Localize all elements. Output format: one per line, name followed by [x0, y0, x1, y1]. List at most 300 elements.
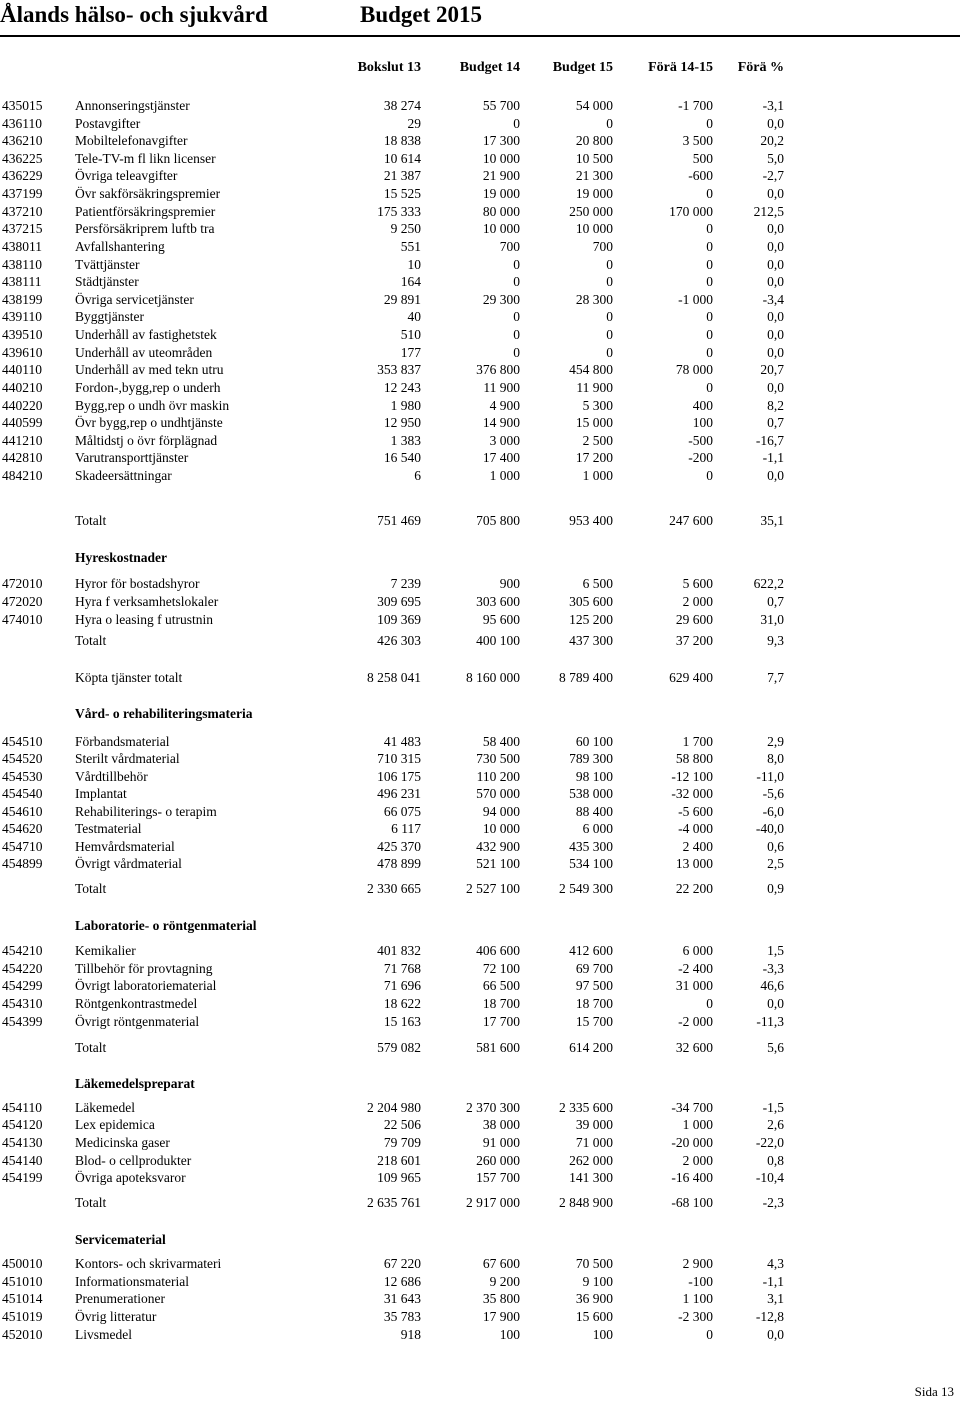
cell-code: 472010: [2, 576, 43, 591]
table-row: [0, 977, 960, 995]
cell-name: Röntgenkontrastmedel: [75, 996, 198, 1011]
cell-b14: 55 700: [482, 98, 520, 113]
total-row: [0, 1194, 960, 1212]
cell-b13: 164: [400, 274, 421, 289]
cell-fpct: -3,3: [762, 961, 784, 976]
cell-b14: 17 300: [482, 133, 520, 148]
cell-f1415: 0: [706, 116, 713, 131]
cell-b13: 2 330 665: [367, 881, 421, 896]
cell-code: 454220: [2, 961, 43, 976]
cell-fpct: 46,6: [760, 978, 784, 993]
table-row: [0, 291, 960, 309]
table-row: [0, 785, 960, 803]
cell-b15: 54 000: [575, 98, 613, 113]
cell-b15: 1 000: [582, 468, 613, 483]
cell-fpct: -40,0: [755, 821, 784, 836]
cell-b15: 0: [606, 116, 613, 131]
cell-fpct: -3,1: [762, 98, 784, 113]
cell-name: Övr sakförsäkringspremier: [75, 186, 221, 201]
cell-fpct: 20,7: [760, 362, 784, 377]
cell-fpct: 0,0: [767, 996, 784, 1011]
cell-b13: 496 231: [377, 786, 421, 801]
page-number: Sida 13: [914, 1384, 954, 1399]
cell-fpct: 0,7: [767, 415, 784, 430]
cell-b13: 109 965: [377, 1170, 421, 1185]
table-row: [0, 397, 960, 415]
cell-b15: 15 700: [575, 1014, 613, 1029]
cell-f1415: 22 200: [675, 881, 713, 896]
cell-code: 436225: [2, 151, 43, 166]
table-row: [0, 1099, 960, 1117]
cell-b14: 17 900: [482, 1309, 520, 1324]
cell-name: Varutransporttjänster: [75, 450, 189, 465]
cell-f1415: -20 000: [671, 1135, 713, 1150]
table-row: [0, 750, 960, 768]
cell-fpct: 0,0: [767, 116, 784, 131]
cell-fpct: 5,6: [767, 1040, 784, 1055]
cell-code: 435015: [2, 98, 43, 113]
cell-b15: 789 300: [569, 751, 613, 766]
cell-b15: 97 500: [575, 978, 613, 993]
cell-f1415: 0: [706, 257, 713, 272]
cell-b15: 250 000: [569, 204, 613, 219]
cell-f1415: 2 900: [682, 1256, 713, 1271]
cell-b15: 10 500: [575, 151, 613, 166]
cell-name: Övrigt vårdmaterial: [75, 856, 182, 871]
cell-b13: 579 082: [377, 1040, 421, 1055]
cell-fpct: -22,0: [755, 1135, 784, 1150]
cell-b13: 177: [400, 345, 421, 360]
cell-b13: 1 980: [390, 398, 421, 413]
cell-f1415: 0: [706, 327, 713, 342]
cell-name: Tvättjänster: [75, 257, 140, 272]
cell-b14: 35 800: [482, 1291, 520, 1306]
cell-code: 440599: [2, 415, 43, 430]
table-row: [0, 733, 960, 751]
cell-f1415: 0: [706, 186, 713, 201]
cell-fpct: 31,0: [760, 612, 784, 627]
cell-b15: 2 335 600: [559, 1100, 613, 1115]
cell-f1415: 2 000: [682, 1153, 713, 1168]
cell-f1415: 500: [692, 151, 713, 166]
cell-code: 484210: [2, 468, 43, 483]
cell-b14: 29 300: [482, 292, 520, 307]
cell-code: 437210: [2, 204, 43, 219]
cell-b13: 22 506: [383, 1117, 421, 1132]
cell-f1415: 13 000: [675, 856, 713, 871]
cell-fpct: 0,6: [767, 839, 784, 854]
cell-name: Postavgifter: [75, 116, 141, 131]
table-row: [0, 115, 960, 133]
cell-b13: 218 601: [377, 1153, 421, 1168]
table-row: [0, 449, 960, 467]
cell-fpct: 7,7: [767, 670, 784, 685]
cell-code: 440110: [2, 362, 42, 377]
cell-b15: 19 000: [575, 186, 613, 201]
table-row: [0, 1134, 960, 1152]
cell-b14: 2 527 100: [466, 881, 520, 896]
cell-code: 451010: [2, 1274, 43, 1289]
cell-b15: 6 500: [582, 576, 613, 591]
cell-name: Måltidstj o övr förplägnad: [75, 433, 218, 448]
cell-b15: 71 000: [575, 1135, 613, 1150]
cell-code: 454610: [2, 804, 43, 819]
cell-b15: 21 300: [575, 168, 613, 183]
cell-b13: 8 258 041: [367, 670, 421, 685]
table-row: [0, 995, 960, 1013]
cell-b15: 11 900: [576, 380, 613, 395]
cell-name: Läkemedelspreparat: [75, 1076, 195, 1091]
cell-b15: 141 300: [569, 1170, 613, 1185]
cell-f1415: -2 000: [678, 1014, 713, 1029]
cell-name: Vård- o rehabiliteringsmateria: [75, 706, 253, 721]
cell-f1415: -1 000: [678, 292, 713, 307]
section-heading: [0, 549, 960, 567]
cell-f1415: -200: [688, 450, 713, 465]
cell-b14: 432 900: [476, 839, 520, 854]
cell-b13: 16 540: [383, 450, 421, 465]
cell-b14: 10 000: [482, 221, 520, 236]
cell-code: 454110: [2, 1100, 42, 1115]
cell-code: 451019: [2, 1309, 43, 1324]
cell-fpct: 0,0: [767, 309, 784, 324]
cell-b14: 17 700: [482, 1014, 520, 1029]
cell-b15: 15 600: [575, 1309, 613, 1324]
cell-code: 454199: [2, 1170, 43, 1185]
cell-name: Totalt: [75, 513, 107, 528]
cell-b15: 69 700: [575, 961, 613, 976]
cell-name: Övr bygg,rep o undhtjänste: [75, 415, 223, 430]
cell-b13: 18 838: [383, 133, 421, 148]
cell-b13: 551: [400, 239, 421, 254]
table-row: [0, 1255, 960, 1273]
cell-code: 440210: [2, 380, 43, 395]
cell-b13: 40: [407, 309, 421, 324]
cell-b13: 401 832: [377, 943, 421, 958]
cell-b13: 9 250: [390, 221, 421, 236]
cell-code: 472020: [2, 594, 43, 609]
cell-name: Hyra f verksamhetslokaler: [75, 594, 219, 609]
cell-b15: 614 200: [569, 1040, 613, 1055]
cell-fpct: 8,0: [767, 751, 784, 766]
cell-fpct: 35,1: [760, 513, 784, 528]
cell-name: Medicinska gaser: [75, 1135, 170, 1150]
cell-name: Persförsäkriprem luftb tra: [75, 221, 215, 236]
cell-name: Mobiltelefonavgifter: [75, 133, 188, 148]
cell-code: 454120: [2, 1117, 43, 1132]
cell-b15: 28 300: [575, 292, 613, 307]
column-header-bokslut-13: Bokslut 13: [357, 60, 421, 75]
cell-b13: 67 220: [383, 1256, 421, 1271]
cell-f1415: 6 000: [682, 943, 713, 958]
cell-b14: 58 400: [482, 734, 520, 749]
cell-b14: 400 100: [476, 633, 520, 648]
cell-b14: 66 500: [482, 978, 520, 993]
cell-name: Övrig litteratur: [75, 1309, 157, 1324]
cell-b15: 18 700: [575, 996, 613, 1011]
cell-b14: 91 000: [482, 1135, 520, 1150]
document-title: Ålands hälso- och sjukvård: [0, 2, 268, 27]
cell-code: 451014: [2, 1291, 43, 1306]
table-row: [0, 432, 960, 450]
table-row: [0, 238, 960, 256]
table-row: [0, 273, 960, 291]
table-row: [0, 132, 960, 150]
cell-f1415: -1 700: [678, 98, 713, 113]
cell-b14: 67 600: [482, 1256, 520, 1271]
cell-name: Totalt: [75, 633, 107, 648]
cell-code: 440220: [2, 398, 43, 413]
cell-b13: 2 204 980: [367, 1100, 421, 1115]
cell-f1415: 400: [692, 398, 713, 413]
table-row: [0, 1116, 960, 1134]
cell-b13: 71 768: [383, 961, 421, 976]
cell-name: Fordon-,bygg,rep o underh: [75, 380, 221, 395]
cell-b15: 6 000: [582, 821, 613, 836]
cell-f1415: 0: [706, 468, 713, 483]
cell-b15: 20 800: [575, 133, 613, 148]
cell-b13: 15 163: [383, 1014, 421, 1029]
cell-name: Skadeersättningar: [75, 468, 172, 483]
cell-fpct: 0,9: [767, 881, 784, 896]
cell-f1415: 1 700: [682, 734, 713, 749]
cell-name: Övriga servicetjänster: [75, 292, 194, 307]
cell-b13: 29: [407, 116, 421, 131]
cell-b14: 18 700: [482, 996, 520, 1011]
table-row: [0, 1326, 960, 1344]
cell-fpct: 622,2: [753, 576, 784, 591]
cell-f1415: 1 100: [682, 1291, 713, 1306]
cell-f1415: 0: [706, 380, 713, 395]
cell-b14: 110 200: [476, 769, 520, 784]
cell-b15: 2 500: [582, 433, 613, 448]
table-row: [0, 942, 960, 960]
total-row: [0, 512, 960, 530]
cell-fpct: 3,1: [767, 1291, 784, 1306]
table-row: [0, 593, 960, 611]
cell-fpct: 0,0: [767, 274, 784, 289]
cell-b14: 157 700: [476, 1170, 520, 1185]
cell-b13: 426 303: [377, 633, 421, 648]
cell-name: Byggtjänster: [75, 309, 144, 324]
cell-name: Laboratorie- o röntgenmaterial: [75, 918, 257, 933]
cell-fpct: -12,8: [755, 1309, 784, 1324]
cell-name: Totalt: [75, 881, 107, 896]
table-row: [0, 150, 960, 168]
cell-f1415: 1 000: [682, 1117, 713, 1132]
cell-b13: 106 175: [377, 769, 421, 784]
cell-fpct: 0,0: [767, 239, 784, 254]
cell-b13: 12 243: [383, 380, 421, 395]
cell-f1415: 0: [706, 345, 713, 360]
cell-name: Sterilt vårdmaterial: [75, 751, 180, 766]
cell-b13: 6 117: [391, 821, 421, 836]
cell-b15: 17 200: [575, 450, 613, 465]
cell-b15: 15 000: [575, 415, 613, 430]
cell-code: 439110: [2, 309, 42, 324]
cell-f1415: 2 000: [682, 594, 713, 609]
cell-b13: 66 075: [383, 804, 421, 819]
table-row: [0, 97, 960, 115]
cell-code: 436210: [2, 133, 43, 148]
cell-f1415: 29 600: [675, 612, 713, 627]
total-row: [0, 880, 960, 898]
cell-f1415: 2 400: [682, 839, 713, 854]
cell-code: 474010: [2, 612, 43, 627]
cell-fpct: -5,6: [762, 786, 784, 801]
cell-b15: 0: [606, 345, 613, 360]
cell-code: 438110: [2, 257, 42, 272]
cell-name: Hyror för bostadshyror: [75, 576, 200, 591]
cell-b14: 14 900: [482, 415, 520, 430]
cell-name: Förbandsmaterial: [75, 734, 170, 749]
cell-f1415: -100: [688, 1274, 713, 1289]
cell-b15: 70 500: [575, 1256, 613, 1271]
cell-name: Vårdtillbehör: [75, 769, 148, 784]
cell-b15: 88 400: [575, 804, 613, 819]
cell-fpct: -2,7: [762, 168, 784, 183]
cell-name: Övrigt laboratoriematerial: [75, 978, 217, 993]
cell-code: 454899: [2, 856, 43, 871]
table-row: [0, 575, 960, 593]
cell-f1415: 170 000: [669, 204, 713, 219]
cell-b14: 376 800: [476, 362, 520, 377]
cell-f1415: 58 800: [675, 751, 713, 766]
cell-b15: 98 100: [575, 769, 613, 784]
cell-b14: 3 000: [489, 433, 520, 448]
cell-code: 441210: [2, 433, 43, 448]
cell-f1415: 0: [706, 1327, 713, 1342]
cell-name: Tele-TV-m fl likn licenser: [75, 151, 216, 166]
table-row: [0, 1290, 960, 1308]
cell-b15: 700: [592, 239, 613, 254]
cell-b14: 406 600: [476, 943, 520, 958]
cell-b15: 534 100: [569, 856, 613, 871]
cell-code: 452010: [2, 1327, 43, 1342]
cell-code: 454710: [2, 839, 43, 854]
cell-code: 454399: [2, 1014, 43, 1029]
cell-fpct: 0,0: [767, 1327, 784, 1342]
table-row: [0, 203, 960, 221]
cell-b13: 2 635 761: [367, 1195, 421, 1210]
cell-fpct: -1,5: [762, 1100, 784, 1115]
table-row: [0, 379, 960, 397]
cell-fpct: 0,0: [767, 186, 784, 201]
table-row: [0, 308, 960, 326]
table-row: [0, 803, 960, 821]
cell-b13: 41 483: [383, 734, 421, 749]
cell-b14: 21 900: [482, 168, 520, 183]
cell-b13: 109 369: [377, 612, 421, 627]
cell-code: 438011: [2, 239, 42, 254]
cell-name: Städtjänster: [75, 274, 139, 289]
cell-b13: 478 899: [377, 856, 421, 871]
cell-b13: 35 783: [383, 1309, 421, 1324]
table-row: [0, 167, 960, 185]
cell-b15: 538 000: [569, 786, 613, 801]
table-row: [0, 1308, 960, 1326]
total-row: [0, 669, 960, 687]
cell-name: Totalt: [75, 1040, 107, 1055]
cell-name: Hemvårdsmaterial: [75, 839, 175, 854]
cell-b15: 100: [592, 1327, 613, 1342]
cell-b13: 10 614: [383, 151, 421, 166]
cell-fpct: -16,7: [755, 433, 784, 448]
cell-name: Livsmedel: [75, 1327, 132, 1342]
cell-b14: 100: [499, 1327, 520, 1342]
cell-code: 437199: [2, 186, 43, 201]
cell-f1415: 629 400: [669, 670, 713, 685]
cell-code: 438111: [2, 274, 42, 289]
cell-fpct: -3,4: [762, 292, 784, 307]
cell-b13: 12 950: [383, 415, 421, 430]
cell-b14: 17 400: [482, 450, 520, 465]
cell-name: Övrigt röntgenmaterial: [75, 1014, 200, 1029]
cell-b14: 570 000: [476, 786, 520, 801]
cell-f1415: 0: [706, 274, 713, 289]
cell-b15: 60 100: [575, 734, 613, 749]
cell-name: Lex epidemica: [75, 1117, 155, 1132]
cell-b13: 7 239: [390, 576, 421, 591]
cell-b15: 0: [606, 257, 613, 272]
cell-b14: 2 370 300: [466, 1100, 520, 1115]
cell-b14: 0: [513, 257, 520, 272]
cell-b14: 38 000: [482, 1117, 520, 1132]
cell-b15: 2 549 300: [559, 881, 613, 896]
table-row: [0, 414, 960, 432]
cell-name: Informationsmaterial: [75, 1274, 189, 1289]
cell-f1415: -16 400: [671, 1170, 713, 1185]
cell-f1415: -2 300: [678, 1309, 713, 1324]
cell-b13: 751 469: [377, 513, 421, 528]
cell-f1415: 32 600: [675, 1040, 713, 1055]
cell-b13: 1 383: [390, 433, 421, 448]
cell-f1415: 0: [706, 309, 713, 324]
cell-b13: 21 387: [383, 168, 421, 183]
cell-b13: 15 525: [383, 186, 421, 201]
cell-code: 438199: [2, 292, 43, 307]
table-row: [0, 256, 960, 274]
cell-fpct: -1,1: [762, 1274, 784, 1289]
cell-name: Tillbehör för provtagning: [75, 961, 213, 976]
cell-code: 436229: [2, 168, 43, 183]
cell-name: Underhåll av uteområden: [75, 345, 213, 360]
cell-b14: 8 160 000: [466, 670, 520, 685]
cell-name: Läkemedel: [75, 1100, 135, 1115]
cell-fpct: 2,6: [767, 1117, 784, 1132]
cell-code: 454299: [2, 978, 43, 993]
total-row: [0, 632, 960, 650]
cell-name: Underhåll av fastighetstek: [75, 327, 217, 342]
cell-f1415: -34 700: [671, 1100, 713, 1115]
cell-b15: 454 800: [569, 362, 613, 377]
cell-name: Hyra o leasing f utrustnin: [75, 612, 213, 627]
cell-b13: 10: [407, 257, 421, 272]
cell-name: Totalt: [75, 1195, 107, 1210]
cell-fpct: -10,4: [755, 1170, 784, 1185]
cell-name: Avfallshantering: [75, 239, 165, 254]
table-row: [0, 1013, 960, 1031]
cell-f1415: 0: [706, 221, 713, 236]
table-row: [0, 611, 960, 629]
cell-name: Patientförsäkringspremier: [75, 204, 216, 219]
table-row: [0, 1152, 960, 1170]
cell-b15: 10 000: [575, 221, 613, 236]
cell-f1415: 3 500: [682, 133, 713, 148]
cell-fpct: 1,5: [767, 943, 784, 958]
cell-b14: 72 100: [482, 961, 520, 976]
cell-name: Rehabiliterings- o terapim: [75, 804, 217, 819]
